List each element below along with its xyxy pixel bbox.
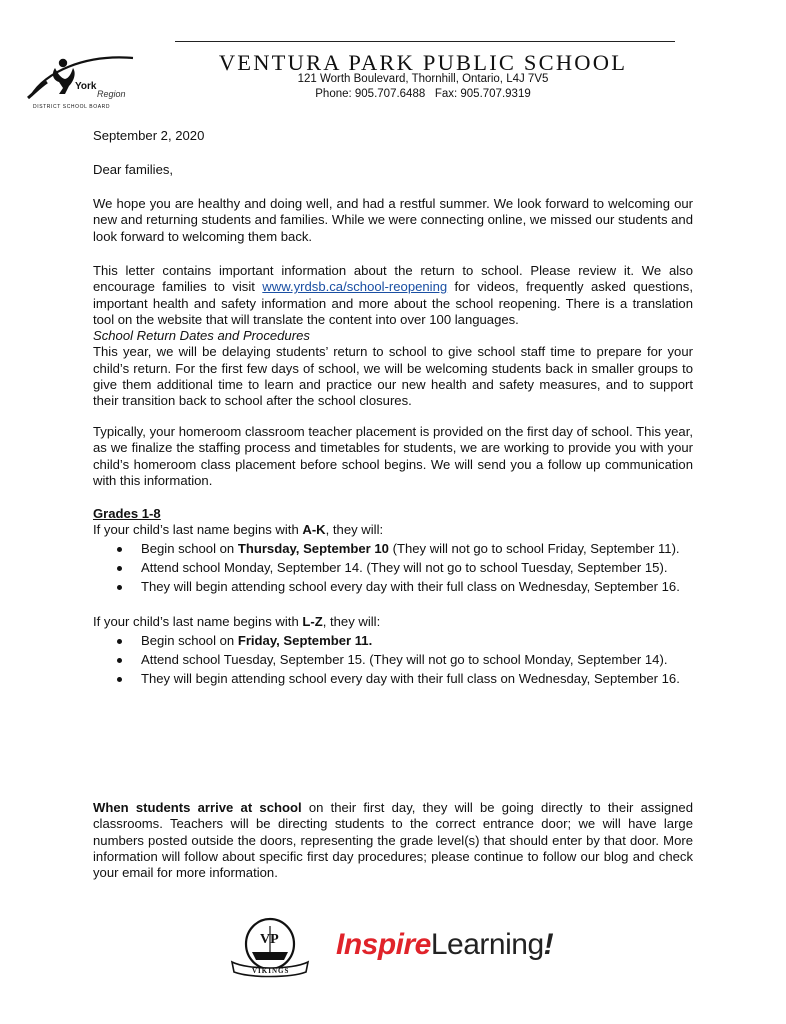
svg-text:York: York	[75, 81, 97, 92]
spacer	[93, 598, 693, 614]
schedule-list-l-z	[93, 633, 693, 688]
list-item: They will begin attending school every day with their full class on Wednesday, September 16.	[93, 671, 693, 687]
inspire-learning-tagline: InspireLearning!	[336, 928, 554, 961]
paragraph-text: This letter contains important information about the return to school. Please review it. We also encourage families to visit	[93, 263, 693, 295]
list-item: Begin school on Friday, September 11.	[93, 633, 693, 649]
svg-text:Region: Region	[97, 89, 126, 99]
school-name: VENTURA PARK PUBLIC SCHOOL	[218, 50, 628, 75]
list-item: Attend school Monday, September 14. (They will not go to school Tuesday, September 15).	[93, 560, 693, 576]
grades-schedule	[93, 506, 693, 691]
svg-text:VIKINGS: VIKINGS	[252, 967, 290, 975]
salutation: Dear families,	[93, 162, 174, 177]
group-intro-a-k: If your child’s last name begins with A-K, they will:	[93, 522, 384, 538]
york-region-logo-icon	[25, 52, 140, 110]
grades-heading: Grades 1-8	[93, 506, 161, 521]
svg-text:DISTRICT SCHOOL BOARD: DISTRICT SCHOOL BOARD	[33, 104, 111, 110]
school-address: 121 Worth Boulevard, Thornhill, Ontario, L4J 7V5	[297, 73, 549, 85]
list-item: Attend school Tuesday, September 15. (They will not go to school Monday, September 14).	[93, 652, 693, 668]
paragraph-welcome: We hope you are healthy and doing well, and had a restful summer. We look forward to welcoming our new and returning students and families. While we were connecting online, we missed our students and look forward to welcoming them back.	[93, 196, 693, 244]
paragraph-text: for videos, frequently asked questions, important health and safety information and more about the school reopening. There is a translation tool on the website that will translate the content into over 100 languages.	[93, 279, 693, 327]
paragraph-arrival: When students arrive at school on their first day, they will be going directly to their assigned classrooms. Teachers will be directing students to the correct entrance door; we will have large numbers posted outside the doors, representing the grade level(s) that should enter by that door. More information will follow about specific first day procedures; please continue to follow our blog and check your email for more information.	[93, 800, 694, 881]
letter-date: September 2, 2020	[93, 128, 205, 143]
list-item: Begin school on Thursday, September 10 (They will not go to school Friday, September 11).	[93, 541, 693, 557]
header-divider	[175, 41, 675, 42]
school-phone-fax: Phone: 905.707.6488 Fax: 905.707.9319	[315, 88, 531, 100]
vp-vikings-crest-icon	[228, 916, 312, 978]
school-reopening-link[interactable]: www.yrdsb.ca/school-reopening	[262, 279, 448, 295]
paragraph-homeroom: Typically, your homeroom classroom teacher placement is provided on the first day of school. This year, as we finalize the staffing process and timetables for students, we are working to provide you with your child’s homeroom class placement before school begins. We will send you a follow up communication with this information.	[93, 424, 693, 488]
footer-logos	[228, 916, 558, 982]
svg-text:VP: VP	[260, 932, 279, 947]
paragraph-return-info	[93, 263, 693, 410]
schedule-list-a-k	[93, 541, 693, 596]
paragraph-delayed-return: This year, we will be delaying students’ return to school to give school staff time to prepare for your child’s return. For the first few days of school, we will be welcoming students back in smaller groups to give them additional time to learn and practice our new health and safety measures, and to support their transition back to school after the school closures.	[93, 344, 693, 409]
group-intro-l-z: If your child’s last name begins with L-Z, they will:	[93, 614, 381, 630]
section-heading-return-dates: School Return Dates and Procedures	[93, 328, 310, 344]
list-item: They will begin attending school every day with their full class on Wednesday, September 16.	[93, 579, 693, 595]
